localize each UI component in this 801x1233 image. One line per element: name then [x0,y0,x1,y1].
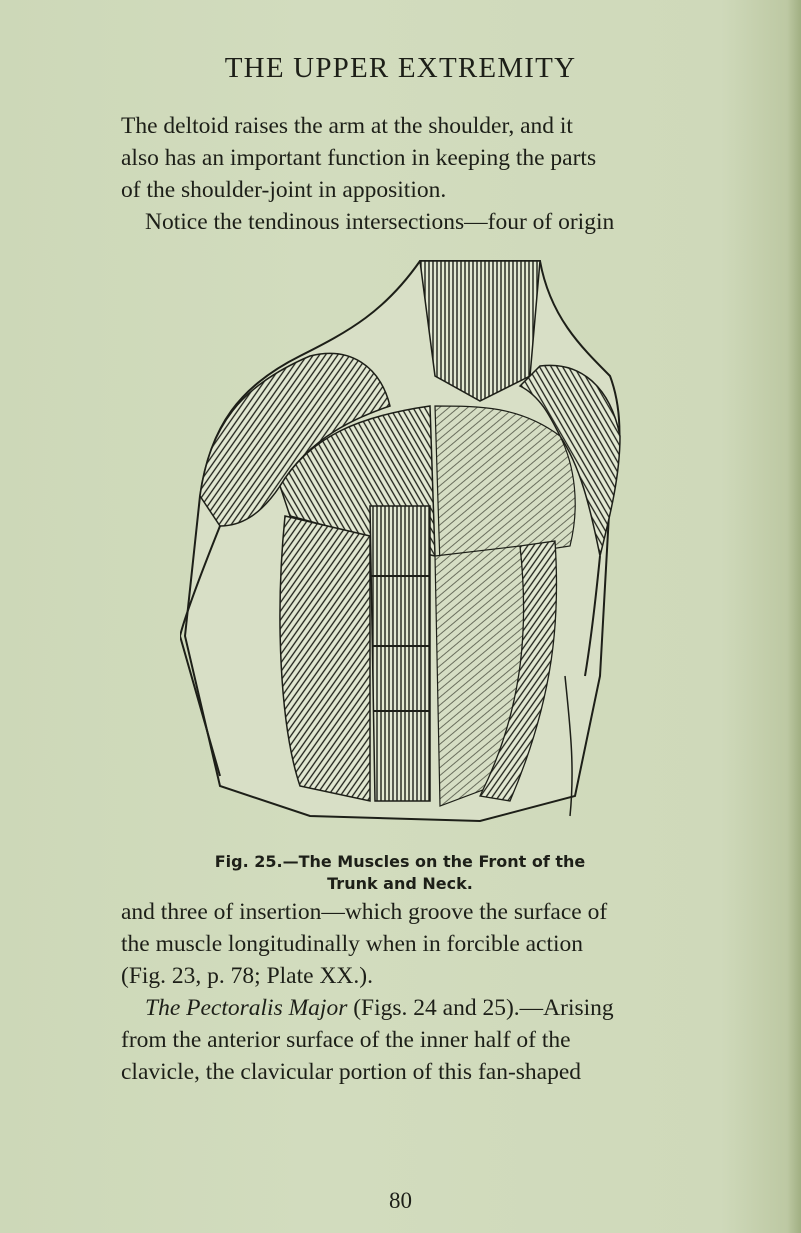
figure-caption [200,851,600,895]
muscle-name: The Pectoralis Major [145,995,348,1021]
text-fragment: (Figs. 24 and 25).—Arising [347,995,614,1021]
text-line: and three of insertion—which groove the surface of [121,899,608,925]
caption-line: Fig. 25.—The Muscles on the Front of the [214,852,586,871]
top-paragraph [121,110,727,238]
text-line [121,992,727,1024]
text-line: Notice the tendinous intersections—four of origin [145,209,615,235]
text-line: (Fig. 23, p. 78; Plate XX.). [121,963,373,989]
text-line: of the shoulder-joint in apposition. [121,177,447,203]
running-head: THE UPPER EXTREMITY [224,52,577,84]
text-line: the muscle longitudinally when in forcible action [121,931,584,957]
muscle-illustration [180,256,630,836]
caption-line: Trunk and Neck. [327,874,473,893]
text-line: from the anterior surface of the inner half of the [121,1027,571,1053]
text-line: The deltoid raises the arm at the shoulder, and it [121,113,573,139]
text-line: also has an important function in keeping the parts [121,145,597,171]
text-line: clavicle, the clavicular portion of this fan-shaped [121,1059,582,1085]
page-edge-shadow [787,0,801,1233]
page-number: 80 [389,1188,412,1213]
bottom-paragraph [121,896,727,1088]
